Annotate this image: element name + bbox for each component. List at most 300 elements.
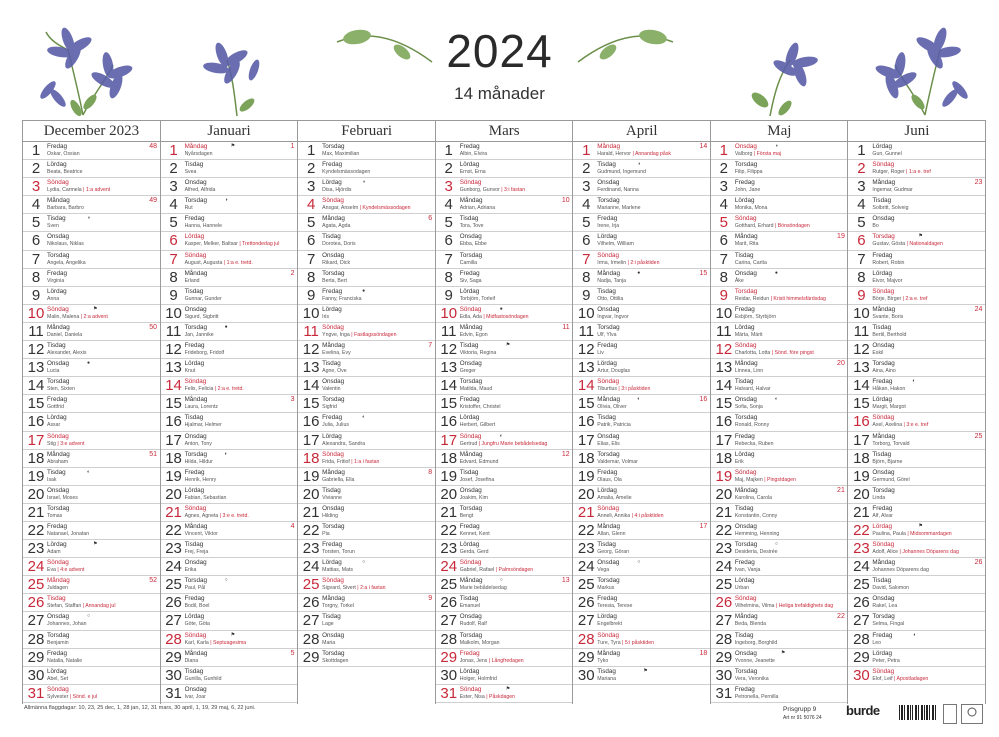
holiday-label: 3:e e. tretd. xyxy=(222,512,249,519)
name-day-text: Paulina, Paula xyxy=(872,530,906,537)
day-number: 14 xyxy=(165,377,182,395)
flag-day-icon: ⚑ xyxy=(643,667,648,674)
day-number: 25 xyxy=(165,576,182,594)
weekday-label: Måndag xyxy=(597,269,621,277)
day-number: 26 xyxy=(577,594,595,612)
name-day xyxy=(872,621,904,627)
name-day-text: Åke xyxy=(734,277,744,284)
day-number: 9 xyxy=(582,286,591,304)
name-day-text: Siv, Saga xyxy=(459,277,482,284)
weekday-label: Tisdag xyxy=(597,414,616,422)
name-day-text: Holger, Holmfrid xyxy=(459,675,497,682)
name-day-text: Abel, Set xyxy=(47,675,69,682)
day-row xyxy=(573,649,710,667)
month-name: Juni xyxy=(848,120,985,142)
holiday-label: Annandag påsk xyxy=(634,151,672,157)
day-number: 10 xyxy=(577,304,595,322)
day-number: 12 xyxy=(853,341,870,359)
day-number: 8 xyxy=(31,268,41,286)
moon-phase-icon: ○ xyxy=(499,577,503,584)
day-number: 22 xyxy=(27,521,45,539)
name-day xyxy=(185,477,217,483)
name-day-text: Hjalmar, Helmer xyxy=(184,422,222,429)
name-day xyxy=(872,585,909,591)
name-day xyxy=(872,260,904,266)
day-number: 11 xyxy=(716,322,732,340)
day-row xyxy=(161,504,298,522)
name-day-text: Fanny, Franciska xyxy=(322,295,362,302)
name-day-text: Frideborg, Fridolf xyxy=(184,350,225,357)
day-number: 19 xyxy=(165,467,182,485)
moon-phase-icon: ◑ xyxy=(637,161,641,168)
name-day-text: Olivia, Oliver xyxy=(597,404,627,411)
day-row xyxy=(848,160,985,178)
name-day-text: Eskil xyxy=(872,350,884,357)
holiday-separator: | xyxy=(237,241,243,248)
weekday-label: Söndag xyxy=(184,378,207,386)
day-number: 15 xyxy=(715,395,733,413)
holiday-separator: | xyxy=(892,675,897,682)
weekday-label: Fredag xyxy=(459,396,480,404)
holiday-label: Pingstdagen xyxy=(767,476,796,483)
day-number: 17 xyxy=(853,431,870,449)
weekday-label: Fredag xyxy=(322,414,343,422)
weekday-label: Torsdag xyxy=(459,631,483,639)
weekday-label: Måndag xyxy=(47,323,70,331)
name-day-text: Stig xyxy=(47,440,56,447)
holiday-label: Midsommardagen xyxy=(910,530,952,537)
holiday-separator: | xyxy=(752,151,757,157)
day-number: 9 xyxy=(169,286,178,304)
day-row xyxy=(298,540,435,558)
day-row xyxy=(711,269,848,287)
weekday-label: Tisdag xyxy=(184,161,204,169)
name-day-text: Johannes Döparens dag xyxy=(872,567,929,574)
name-day-text: Oskar, Ossian xyxy=(47,151,80,157)
name-day-text: Halvard, Halvar xyxy=(734,386,771,393)
holiday-label: 2:a advent xyxy=(83,313,108,320)
name-day-text: Marianne, Marlene xyxy=(597,205,641,212)
name-day-text: Isak xyxy=(47,476,57,483)
name-day xyxy=(597,187,639,193)
weekday-label: Onsdag xyxy=(734,143,757,150)
weekday-label: Onsdag xyxy=(322,378,345,386)
day-number: 31 xyxy=(715,684,733,702)
day-number: 4 xyxy=(31,196,41,214)
day-number: 23 xyxy=(853,540,870,558)
day-row xyxy=(711,359,848,377)
day-number: 24 xyxy=(302,558,320,576)
name-day-text: Stefan, Staffan xyxy=(47,603,82,610)
name-day xyxy=(597,368,630,374)
weekday-label: Tisdag xyxy=(47,342,66,350)
day-number: 15 xyxy=(302,395,320,413)
day-number: 6 xyxy=(31,232,41,250)
day-row xyxy=(848,323,985,341)
name-day-text: Amalia, Amelie xyxy=(597,494,632,501)
day-number: 19 xyxy=(302,467,320,485)
day-number: 18 xyxy=(577,449,595,467)
weekday-label: Torsdag xyxy=(322,649,345,657)
flag-day-icon: ⚑ xyxy=(918,233,923,240)
name-day xyxy=(460,531,490,537)
weekday-label: Onsdag xyxy=(734,396,757,404)
day-row xyxy=(436,232,573,250)
name-day xyxy=(597,386,650,392)
day-number: 30 xyxy=(440,666,458,684)
name-day xyxy=(735,676,769,682)
flag-day-icon: ⚑ xyxy=(505,685,511,692)
weekday-label: Söndag xyxy=(47,432,69,440)
weekday-label: Fredag xyxy=(597,595,618,603)
weekday-label: Lördag xyxy=(734,197,755,205)
name-day xyxy=(47,350,87,356)
name-day xyxy=(460,513,474,519)
name-day xyxy=(872,205,908,211)
name-day-text: Anna xyxy=(47,295,60,302)
name-day-text: Mattias, Mats xyxy=(322,567,353,574)
name-day-text: Sigfrid xyxy=(322,404,337,411)
weekday-label: Tisdag xyxy=(459,595,479,603)
name-day xyxy=(872,603,897,609)
weekday-label: Onsdag xyxy=(597,305,620,313)
name-day-text: Ingvar, Ingvor xyxy=(597,313,629,320)
day-number: 8 xyxy=(444,268,453,286)
name-day xyxy=(322,441,365,447)
day-row xyxy=(436,558,573,576)
day-number: 21 xyxy=(27,503,45,521)
name-day-text: Alexandra, Sandra xyxy=(322,440,366,447)
name-day xyxy=(47,585,68,591)
day-number: 27 xyxy=(577,612,595,630)
name-day xyxy=(735,223,810,229)
name-day-text: Rut xyxy=(184,205,193,212)
day-number: 15 xyxy=(440,395,458,413)
name-day xyxy=(735,296,826,302)
name-day-text: Gunnar, Gunder xyxy=(184,295,222,302)
day-number: 31 xyxy=(27,684,45,702)
name-day xyxy=(460,151,487,157)
name-day xyxy=(47,296,59,302)
day-number: 28 xyxy=(715,630,733,648)
day-row xyxy=(161,214,298,232)
weekday-label: Söndag xyxy=(872,414,895,422)
weekday-label: Tisdag xyxy=(47,215,66,223)
day-number: 16 xyxy=(165,413,182,431)
day-list xyxy=(848,142,985,685)
name-day xyxy=(185,585,206,591)
weekday-label: Måndag xyxy=(872,559,896,567)
day-number: 9 xyxy=(306,286,316,304)
day-list xyxy=(298,142,435,667)
day-row xyxy=(711,667,848,685)
day-number: 15 xyxy=(853,395,870,413)
name-day xyxy=(872,386,905,392)
weekday-label: Lördag xyxy=(734,577,755,585)
weekday-label: Onsdag xyxy=(459,360,482,368)
weekday-label: Lördag xyxy=(459,667,480,675)
name-day xyxy=(322,603,354,609)
name-day xyxy=(735,694,779,700)
name-day xyxy=(460,314,529,320)
name-day-text: Gunborg, Gunvor xyxy=(459,187,500,194)
name-day xyxy=(47,314,108,320)
weekday-label: Torsdag xyxy=(459,251,483,259)
day-number: 1 xyxy=(169,142,178,159)
holiday-separator: | xyxy=(762,476,768,483)
weekday-label: Måndag xyxy=(184,522,208,530)
day-number: 18 xyxy=(165,449,182,467)
day-number: 1 xyxy=(31,142,41,159)
day-row xyxy=(298,522,435,540)
week-number: 1 xyxy=(290,143,295,150)
day-number: 3 xyxy=(582,178,591,196)
weekday-label: Tisdag xyxy=(184,541,204,549)
day-row xyxy=(298,251,435,269)
day-number: 10 xyxy=(440,304,458,322)
day-row xyxy=(573,612,710,630)
day-number: 20 xyxy=(27,485,45,503)
day-number: 27 xyxy=(715,612,733,630)
weekday-label: Söndag xyxy=(597,631,619,639)
name-day xyxy=(322,205,410,211)
name-day xyxy=(872,676,928,682)
weekday-label: Söndag xyxy=(597,378,619,386)
name-day-text: Nyårsdagen xyxy=(184,151,213,157)
name-day xyxy=(460,296,495,302)
day-row xyxy=(848,142,985,160)
day-row xyxy=(23,450,160,468)
name-day xyxy=(322,549,355,555)
weekday-label: Måndag xyxy=(322,342,345,350)
day-row xyxy=(161,685,298,703)
name-day-text: Marie bebådelsedag xyxy=(459,585,507,592)
weekday-label: Onsdag xyxy=(597,432,620,440)
name-day-text: Margit, Margot xyxy=(872,404,906,411)
weekday-label: Fredag xyxy=(597,215,618,223)
day-number: 4 xyxy=(306,196,316,214)
day-number: 24 xyxy=(440,558,458,576)
name-day-text: Adrian, Adriana xyxy=(459,205,496,212)
name-day xyxy=(597,223,619,229)
weekday-label: Onsdag xyxy=(47,233,70,241)
name-day-text: Lucia xyxy=(47,368,60,375)
name-day xyxy=(322,223,350,229)
holiday-separator: | xyxy=(213,386,218,393)
day-number: 7 xyxy=(169,250,178,268)
name-day xyxy=(47,223,59,229)
holiday-separator: | xyxy=(774,603,779,610)
weekday-label: Onsdag xyxy=(47,486,70,494)
weekday-label: Onsdag xyxy=(872,595,895,603)
name-day-text: Israel, Moses xyxy=(47,494,78,501)
day-row xyxy=(711,287,848,305)
day-row xyxy=(23,413,160,431)
day-number: 6 xyxy=(169,232,178,250)
day-number: 29 xyxy=(715,648,733,666)
day-row xyxy=(298,341,435,359)
name-day xyxy=(460,223,484,229)
name-day-text: Kennet, Kent xyxy=(459,530,490,537)
weekday-label: Lördag xyxy=(322,179,342,187)
name-day xyxy=(597,640,654,646)
day-number: 29 xyxy=(165,648,182,666)
day-number: 24 xyxy=(715,558,733,576)
name-day-text: Torsten, Torun xyxy=(322,549,355,556)
day-row xyxy=(23,558,160,576)
weekday-label: Fredag xyxy=(872,504,893,512)
holiday-separator: | xyxy=(481,313,487,320)
holiday-separator: | xyxy=(68,693,73,700)
name-day xyxy=(735,404,763,410)
weekday-label: Torsdag xyxy=(734,414,758,422)
week-number: 22 xyxy=(837,613,845,621)
weekday-label: Tisdag xyxy=(322,360,341,368)
day-row xyxy=(436,196,573,214)
day-number: 25 xyxy=(27,576,45,594)
name-day-text: Björn, Bjarne xyxy=(872,458,903,465)
day-row xyxy=(436,359,573,377)
day-row xyxy=(711,631,848,649)
name-day-text: Petronella, Pernilla xyxy=(734,693,779,700)
name-day-text: Benjamin xyxy=(47,639,69,646)
name-day xyxy=(460,404,501,410)
name-day-text: Matilda, Maud xyxy=(459,386,493,393)
day-row xyxy=(23,232,160,250)
day-row xyxy=(848,413,985,431)
name-day xyxy=(460,658,524,664)
day-number: 17 xyxy=(165,431,182,449)
name-day xyxy=(460,169,486,175)
name-day xyxy=(322,278,347,284)
weekday-label: Lördag xyxy=(872,522,893,530)
weekday-label: Onsdag xyxy=(184,685,207,693)
day-row xyxy=(711,468,848,486)
moon-phase-icon: ◐ xyxy=(912,378,916,385)
day-number: 4 xyxy=(582,196,591,214)
day-row xyxy=(298,196,435,214)
name-day-text: August, Augusta xyxy=(184,259,223,266)
day-number: 1 xyxy=(306,142,316,159)
name-day xyxy=(597,260,659,266)
weekday-label: Fredag xyxy=(322,161,343,169)
day-row xyxy=(848,377,985,395)
weekday-label: Tisdag xyxy=(734,378,754,386)
holiday-separator: | xyxy=(494,567,499,574)
week-number: 7 xyxy=(428,342,433,350)
day-row xyxy=(711,558,848,576)
name-day xyxy=(872,422,928,428)
name-day-text: Daniel, Daniela xyxy=(47,331,83,338)
day-number: 12 xyxy=(165,341,182,359)
day-number: 14 xyxy=(302,377,320,395)
holiday-separator: | xyxy=(905,530,911,537)
day-row xyxy=(711,214,848,232)
name-day xyxy=(322,368,347,374)
day-number: 21 xyxy=(853,503,870,521)
weekday-label: Lördag xyxy=(459,414,480,422)
moon-phase-icon: ◑ xyxy=(224,197,228,204)
name-day xyxy=(460,422,495,428)
day-row xyxy=(573,142,710,160)
name-day xyxy=(185,296,222,302)
day-number: 16 xyxy=(853,413,870,431)
day-number: 16 xyxy=(302,413,320,431)
day-row xyxy=(23,160,160,178)
name-day-text: Carina, Carita xyxy=(734,259,767,266)
name-day-text: Vilhelm, William xyxy=(597,241,634,248)
day-row xyxy=(573,540,710,558)
weekday-label: Söndag xyxy=(47,305,69,313)
day-row xyxy=(23,178,160,196)
day-row xyxy=(848,486,985,504)
day-row xyxy=(848,359,985,377)
day-number: 25 xyxy=(577,576,595,594)
day-number: 4 xyxy=(719,196,729,214)
weekday-label: Söndag xyxy=(322,577,344,585)
name-day xyxy=(322,640,335,646)
week-number: 3 xyxy=(290,396,295,404)
day-number: 16 xyxy=(577,413,595,431)
day-row xyxy=(848,468,985,486)
name-day xyxy=(47,368,59,374)
day-number: 31 xyxy=(440,684,458,702)
name-day xyxy=(185,386,244,392)
name-day-text: Nikolaus, Niklas xyxy=(47,241,84,248)
name-day xyxy=(47,513,62,519)
day-number: 28 xyxy=(165,630,182,648)
holiday-separator: | xyxy=(358,205,363,212)
name-day xyxy=(460,368,476,374)
day-number: 9 xyxy=(719,286,729,304)
name-day-text: Gudmund, Ingemund xyxy=(597,169,647,176)
day-number: 29 xyxy=(302,648,320,666)
weekday-label: Måndag xyxy=(184,269,208,277)
holiday-label: Sönd. före pingst xyxy=(774,350,814,357)
day-row xyxy=(298,395,435,413)
month-name: Januari xyxy=(161,120,298,142)
day-row xyxy=(573,667,710,685)
day-row xyxy=(573,395,710,413)
day-number: 5 xyxy=(719,214,729,232)
name-day xyxy=(460,549,489,555)
name-day xyxy=(47,386,75,392)
day-row xyxy=(573,323,710,341)
name-day xyxy=(460,260,477,266)
day-row xyxy=(161,323,298,341)
name-day-text: Alf, Alvar xyxy=(872,512,893,519)
holiday-label: 2:i påsktiden xyxy=(630,259,660,266)
name-day-text: Selma, Fingal xyxy=(872,621,905,628)
name-day-text: Juldagen xyxy=(47,585,69,592)
day-number: 9 xyxy=(31,286,41,304)
weekday-label: Fredag xyxy=(47,649,67,657)
day-number: 3 xyxy=(857,178,866,196)
name-day xyxy=(735,658,775,664)
weekday-label: Söndag xyxy=(597,504,619,512)
name-day xyxy=(735,567,761,573)
day-number: 30 xyxy=(165,666,182,684)
weekday-label: Måndag xyxy=(734,613,758,621)
day-number: 23 xyxy=(577,540,595,558)
name-day-text: Tiburtius xyxy=(597,386,617,393)
day-number: 1 xyxy=(582,142,591,159)
day-number: 27 xyxy=(165,612,182,630)
moon-phase-icon: ◐ xyxy=(637,396,641,403)
name-day-text: Göte, Göta xyxy=(184,621,210,628)
weekday-label: Fredag xyxy=(872,251,893,259)
day-number: 23 xyxy=(27,540,45,558)
